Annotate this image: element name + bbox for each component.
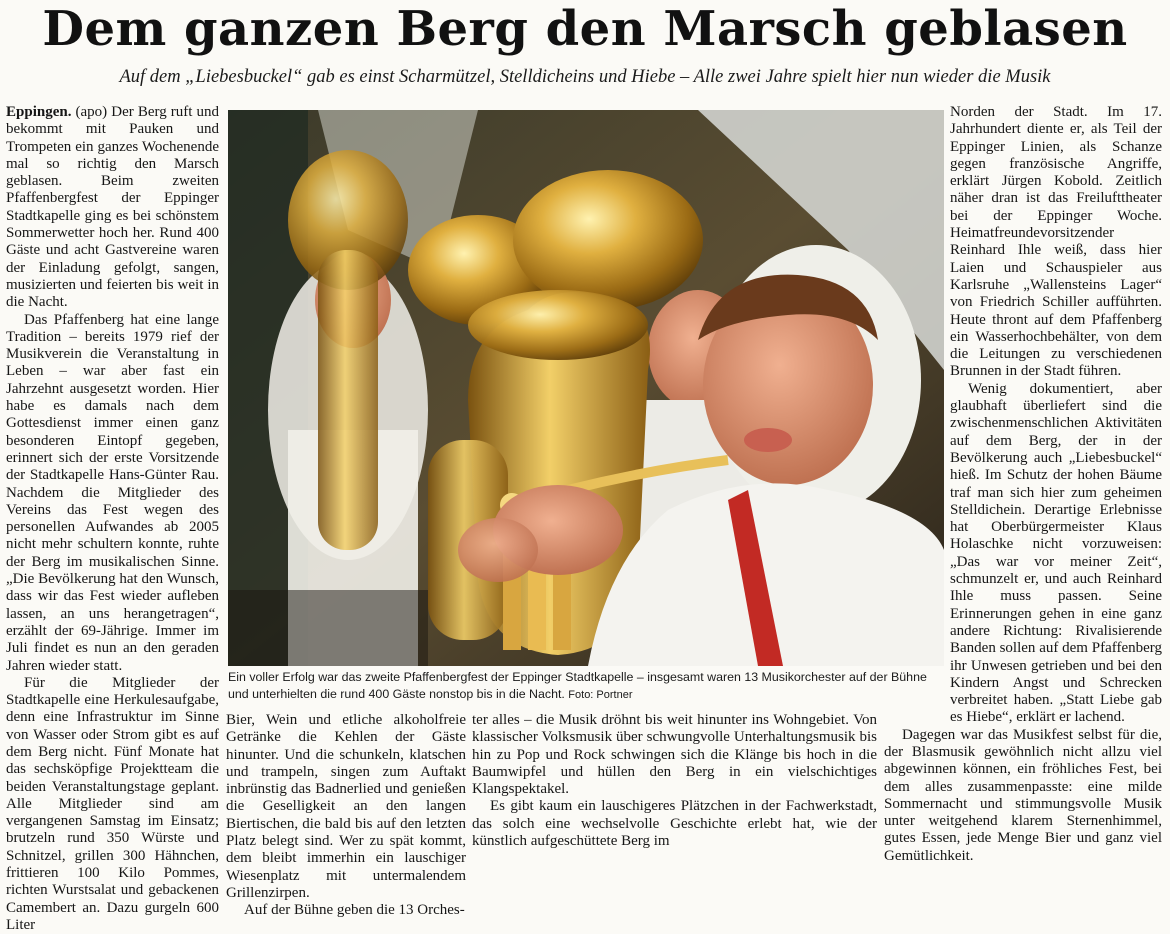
article-column-left xyxy=(6,104,220,933)
paragraph: Dagegen war das Musikfest selbst für die, der Blasmusik gewöhnlich nicht allzu viel abgewinnen können, ein fröhliches Fest, bei dem alles zusammenpasste: eine milde Sommernacht und stimmungsvolle Musik unter weitgehend klarem Sternenhimmel, gutes Essen, jede Menge Bier und ganz viel Gemütlichkeit. xyxy=(884,726,1162,864)
photo-credit: Foto: Portner xyxy=(568,689,633,701)
article-headline: Dem ganzen Berg den Marsch geblasen xyxy=(42,1,1128,57)
right-column-upper xyxy=(950,104,1162,727)
paragraph: Das Pfaffenberg hat eine lange Tradition – bereits 1979 rief der Musikverein die Veranstaltung in Leben – war aber fast ein Jahrzehnt ausgesetzt worden. Hier habe es damals nach dem Gottesdienst immer einen ganz besonderen Eintopf gegeben, erinnert sich der erste Vorsitzende der Stadtkapelle Hans-Günter Rau. Nachdem die Mitglieder des Vereins das Fest wegen des personellen Aufwandes ab 2005 nicht mehr schultern konnte, ruhte der Berg im musikalischen Sinne. „Die Bevölkerung hat den Wunsch, dass wir das Fest wieder aufleben lassen, an uns herangetragen“, erzählt der 69-Jährige. Immer im Juli findet es nun an den geraden Jahren wieder statt. xyxy=(6,311,219,674)
lead-paragraph xyxy=(6,104,219,312)
paragraph: Es gibt kaum ein lauschigeres Plätzchen in der Fachwerkstadt, das solch eine wechselvolle Geschichte erlebt hat, wie der künstlich aufgeschüttete Berg im xyxy=(472,798,877,850)
paragraph-text: Der Berg ruft und bekommt mit Pauken und Trompeten ein ganzes Wochenende mal so richtig den Marsch geblasen. Beim zweiten Pfaffenbergfest der Eppinger Stadtkapelle ging es bei schönstem Sommerwetter hoch her. Rund 400 Gäste und acht Gastvereine waren der Einladung gefolgt, sangen, musizierten und feierten bis weit in die Nacht. xyxy=(6,104,220,311)
paragraph: Norden der Stadt. Im 17. Jahrhundert diente er, als Teil der Eppinger Linien, als Schanze gegen französische Angriffe, erklärt Jürgen Kobold. Zeitlich näher dran ist das Freilufttheater bei der Eppinger Woche. Heimatfreundevorsitzender Reinhard Ihle weiß, dass hier Laien und Schauspieler aus Karlsruhe „Wallensteins Lager“ von Friedrich Schiller aufführten. Heute thront auf dem Pfaffenberg ein Wasserhochbehälter, von dem die Leitungen zu verschiedenen Brunnen in der Stadt führen. xyxy=(950,104,1162,380)
byline: (apo) xyxy=(75,104,108,120)
band-photo-illustration xyxy=(228,110,944,666)
photo-caption xyxy=(228,669,944,704)
band-photo xyxy=(228,110,944,666)
dateline: Eppingen. xyxy=(6,104,72,120)
paragraph: Wenig dokumentiert, aber glaubhaft überliefert sind die zwischenmenschlichen Aktivitäten auf dem Berg, der in der Bevölkerung auch „Liebesbuckel“ hieß. Im Schutz der hohen Bäume traf man sich hier zum geheimen Stelldichein. Derartige Erlebnisse hat Oberbürgermeister Klaus Holaschke nicht vorzuweisen: „Das war vor meiner Zeit“, schmunzelt er, und auch Reinhard Ihle muss passen. Seine Erinnerungen gehen in eine ganz andere Richtung: Rivalisierende Banden sollen auf dem Pfaffenberg ihr Unwesen getrieben und bei den Kindern Angst und Schrecken verbreitet haben. „Statt Liebe gab es Hiebe“, erklärt er lachend. xyxy=(950,380,1162,726)
paragraph: Für die Mitglieder der Stadtkapelle eine Herkulesaufgabe, denn eine Infrastruktur im Sinne von Wasser oder Strom gibt es auf dem Berg nicht. Fünf Monate hat das sechsköpfige Projektteam die beiden Veranstaltungstage geplant. Alle Mitglieder sind am vergangenen Samstag im Einsatz; brutzeln rund 350 Würste und Schnitzel, grillen 300 Hähnchen, frittieren 100 Kilo Pommes, richten Wurstsalat und gebackenen Camembert an. Dazu gurgeln 600 Liter xyxy=(6,674,219,933)
paragraph: Auf der Bühne geben die 13 Orches- xyxy=(244,902,465,919)
paragraph: ter alles – die Musik dröhnt bis weit hinunter ins Wohngebiet. Von klassischer Volksmusik über schwungvolle Unterhaltungsmusik bis hin zu Pop und Rock schwingen sich die Klänge bis hoch in die Baumwipfel und hüllen den Berg in ein vielschichtiges Klangspektakel. xyxy=(472,712,877,798)
article-column-mid-2 xyxy=(472,712,877,900)
caption-text: Ein voller Erfolg war das zweite Pfaffenbergfest der Eppinger Stadtkapelle – insgesamt waren 13 Musikorchester auf der Bühne und unterhielten die rund 400 Gäste nonstop bis in die Nacht. xyxy=(228,670,927,701)
paragraph: Bier, Wein und etliche alkoholfreie Getränke die Kehlen der Gäste hinunter. Und die schunkeln, klatschen und trampeln, singen zum Auftakt inbrünstig das Badnerlied und genießen die Geselligkeit an den langen Biertischen, die bald bis auf den letzten Platz belegt sind. Wer zu spät kommt, dem bleibt immerhin ein lauschiger Wiesenplatz mit untermalendem Grillenzirpen. xyxy=(226,712,466,901)
article-subheadline: Auf dem „Liebesbuckel“ gab es einst Scharmützel, Stelldicheins und Hiebe – Alle zwei Jahre spielt hier nun wieder die Musik xyxy=(119,67,1051,87)
article-column-mid-1 xyxy=(226,712,466,919)
article-column-right xyxy=(884,104,1162,899)
